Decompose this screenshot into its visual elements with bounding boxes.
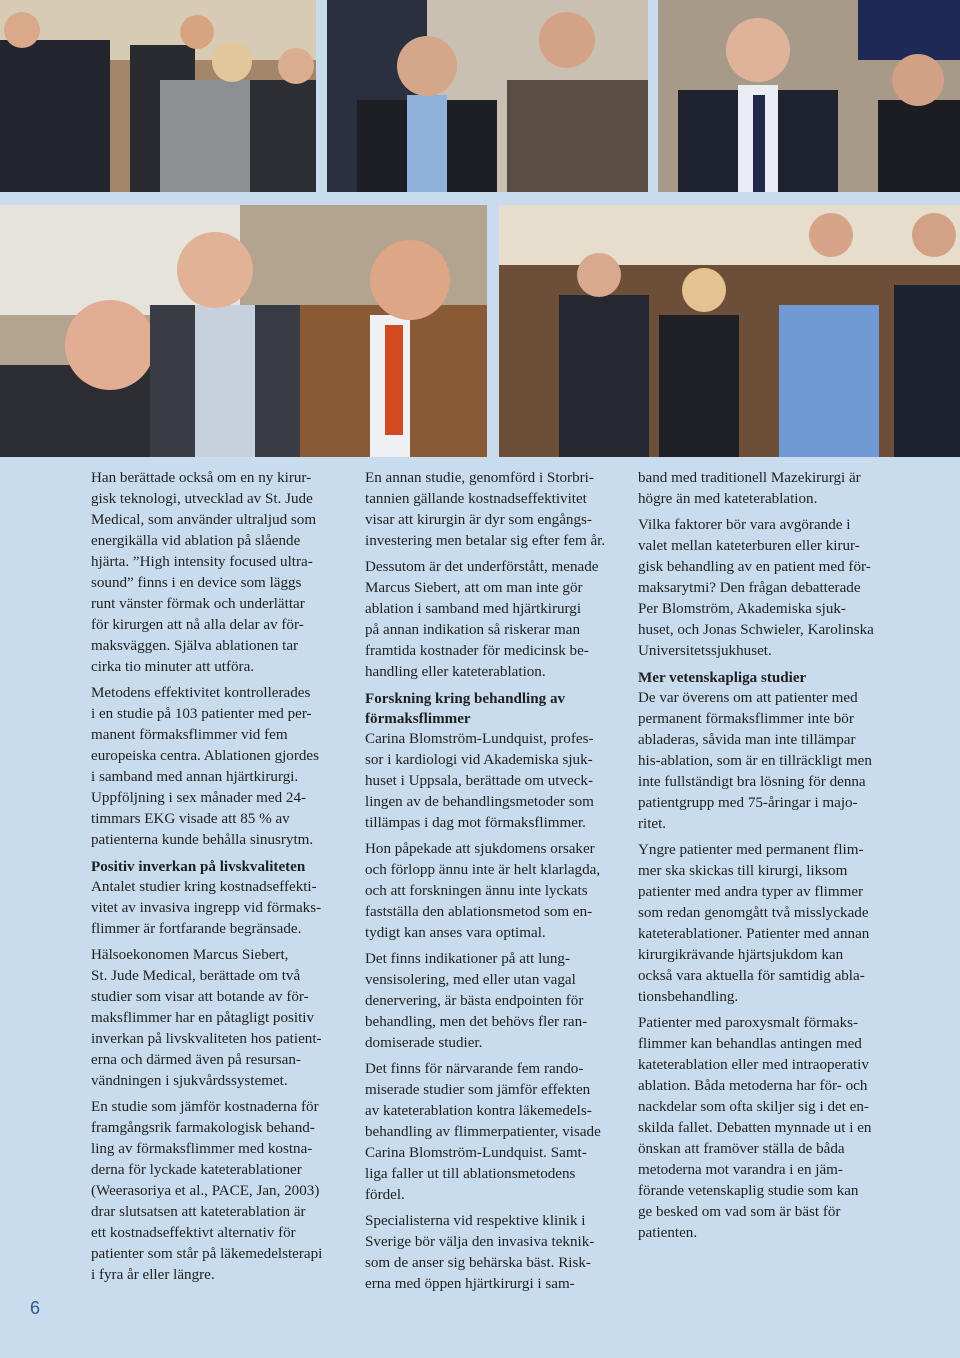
text-line: De var överens om att patienter med (638, 690, 858, 706)
text-line: Vilka faktorer bör vara avgörande i (638, 517, 851, 533)
text-line: Han berättade också om en ny kirur- (91, 470, 312, 486)
photo-three-men-seated (0, 205, 487, 457)
paragraph (91, 683, 341, 851)
paragraph (365, 949, 620, 1054)
text-line: inte fullständigt bra lösning för denna (638, 774, 866, 790)
text-line: gisk behandling av en patient med för- (638, 559, 871, 575)
text-line: och förlopp ännu inte är helt klarlagda, (365, 862, 601, 878)
text-line: manent förmaksflimmer vid fem (91, 727, 288, 743)
text-line: ablation i samband med hjärtkirurgi (365, 601, 582, 617)
paragraph (365, 557, 620, 683)
text-line: i en studie på 103 patienter med per- (91, 706, 312, 722)
paragraph (638, 688, 893, 835)
text-line: Det finns indikationer på att lung- (365, 951, 570, 967)
text-line: denervering, är bästa endpointen för (365, 993, 584, 1009)
text-line: erna med öppen hjärtkirurgi i sam- (365, 1276, 575, 1292)
text-line: band med traditionell Mazekirurgi är (638, 470, 861, 486)
text-line: huset, och Jonas Schwieler, Karolinska (638, 622, 874, 638)
text-line: vensisolering, med eller utan vagal (365, 972, 576, 988)
text-line: abladeras, såvida man inte tillämpar (638, 732, 856, 748)
text-column-2 (365, 468, 620, 1300)
paragraph (365, 729, 620, 834)
text-line: mer ska skickas till kirurgi, liksom (638, 863, 848, 879)
text-line: som redan genomgått två misslyckade (638, 905, 869, 921)
text-line: miserade studier som jämför effekten (365, 1082, 591, 1098)
text-column-3 (638, 468, 893, 1249)
text-line: vitet av invasiva ingrepp vid förmaks- (91, 900, 322, 916)
paragraph (91, 877, 341, 940)
text-line: investering men betalar sig efter fem år. (365, 533, 606, 549)
text-line: europeiska centra. Ablationen gjordes (91, 748, 320, 764)
paragraph (638, 515, 893, 662)
text-line: gisk teknologi, utvecklad av St. Jude (91, 491, 313, 507)
paragraph (638, 468, 893, 510)
text-line: som de anser sig behärska bäst. Risk- (365, 1255, 591, 1271)
text-line: Det finns för närvarande fem rando- (365, 1061, 584, 1077)
text-line: tillämpas i dag mot förmaksflimmer. (365, 815, 586, 831)
text-line: i samband med annan hjärtkirurgi. (91, 769, 299, 785)
text-line: behandling, men det behövs fler ran- (365, 1014, 588, 1030)
text-line: flimmer kan behandlas antingen med (638, 1036, 862, 1052)
paragraph (365, 1059, 620, 1206)
photo-group-coffee-mingle (0, 0, 316, 192)
text-line: av kateterablation kontra läkemedels- (365, 1103, 592, 1119)
text-line: Forskning kring behandling av (365, 691, 566, 707)
text-line: Specialisterna vid respektive klinik i (365, 1213, 586, 1229)
photo-man-in-tie-talking (658, 0, 960, 192)
page-number: 6 (30, 1298, 41, 1318)
text-line: ritet. (638, 816, 667, 832)
text-line: maksväggen. Själva ablationen tar (91, 638, 299, 654)
text-line: Positiv inverkan på livskvaliteten (91, 859, 306, 875)
text-line: fördel. (365, 1187, 405, 1203)
text-line: Medical, som använder ultraljud som (91, 512, 317, 528)
text-line: förmaksflimmer (365, 711, 471, 727)
section-heading (638, 668, 893, 688)
text-line: kirurgikrävande hjärtsjukdom kan (638, 947, 844, 963)
text-line: framgångsrik farmakologisk behand- (91, 1120, 315, 1136)
paragraph (91, 945, 341, 1092)
text-line: för kirurgen att nå alla delar av för- (91, 617, 304, 633)
section-heading (365, 689, 620, 729)
paragraph (365, 1211, 620, 1295)
text-line: tydigt kan anses vara optimal. (365, 925, 546, 941)
text-line: lingen av de behandlingsmetoder som (365, 794, 594, 810)
text-line: i fyra år eller längre. (91, 1267, 215, 1283)
text-line: runt vänster förmak och underlättar (91, 596, 305, 612)
text-line: tannien gällande kostnadseffektivitet (365, 491, 587, 507)
paragraph (91, 1097, 341, 1286)
text-line: och att forskningen ännu inte lyckats (365, 883, 588, 899)
text-line: skilda fallet. Debatten mynnade ut i en (638, 1120, 872, 1136)
text-line: hjärta. ”High intensity focused ultra- (91, 554, 313, 570)
text-line: Patienter med paroxysmalt förmaks- (638, 1015, 859, 1031)
text-line: Sverige bör välja den invasiva teknik- (365, 1234, 595, 1250)
text-line: ett kostnadseffektivt alternativ för (91, 1225, 296, 1241)
text-line: Antalet studier kring kostnadseffekti- (91, 879, 317, 895)
text-line: maksflimmer har en påtagligt positiv (91, 1010, 315, 1026)
text-line: Carina Blomström-Lundquist, profes- (365, 731, 594, 747)
text-line: Yngre patienter med permanent flim- (638, 842, 864, 858)
text-line: Mer vetenskapliga studier (638, 670, 807, 686)
text-line: patienten. (638, 1225, 698, 1241)
text-line: ablation. Båda metoderna har för- och (638, 1078, 868, 1094)
text-line: drar slutsatsen att kateterablation är (91, 1204, 306, 1220)
text-line: derna för lyckade kateterablationer (91, 1162, 302, 1178)
text-line: Uppföljning i sex månader med 24- (91, 790, 307, 806)
text-line: Marcus Siebert, att om man inte gör (365, 580, 583, 596)
paragraph (365, 839, 620, 944)
text-line: Carina Blomström-Lundquist. Samt- (365, 1145, 587, 1161)
text-line: förande vetenskaplig studie som kan (638, 1183, 859, 1199)
text-line: timmars EKG visade att 85 % av (91, 811, 290, 827)
text-line: fastställa den ablationsmetod som en- (365, 904, 593, 920)
text-line: erna och därmed även på resursan- (91, 1052, 301, 1068)
text-line: patienter med andra typer av flimmer (638, 884, 864, 900)
text-line: behandling av flimmerpatienter, visade (365, 1124, 601, 1140)
section-heading (91, 857, 341, 877)
paragraph (91, 468, 341, 678)
text-line: patienter som står på läkemedelsterapi (91, 1246, 323, 1262)
text-line: domiserade studier. (365, 1035, 483, 1051)
text-line: liga faller ut till ablationsmetodens (365, 1166, 576, 1182)
text-line: Metodens effektivitet kontrollerades (91, 685, 311, 701)
text-line: his-ablation, som är en tillräckligt men (638, 753, 872, 769)
text-line: flimmer är fortfarande begränsade. (91, 921, 302, 937)
text-line: permanent förmaksflimmer inte bör (638, 711, 854, 727)
text-line: framtida kostnader för medicinsk be- (365, 643, 589, 659)
text-line: visar att kirurgin är dyr som engångs- (365, 512, 592, 528)
text-line: maksarytmi? Den frågan debatterade (638, 580, 861, 596)
text-line: cirka tio minuter att utföra. (91, 659, 255, 675)
text-line: patienterna kunde behålla sinusrytm. (91, 832, 314, 848)
text-line: studier som visar att botande av för- (91, 989, 309, 1005)
text-line: Universitetssjukhuset. (638, 643, 772, 659)
paragraph (365, 468, 620, 552)
text-line: också vara aktuella för samtidig abla- (638, 968, 865, 984)
text-line: sound” finns i en device som läggs (91, 575, 302, 591)
text-line: nackdelar som ofta skiljer sig i det en- (638, 1099, 869, 1115)
text-line: En annan studie, genomförd i Storbri- (365, 470, 594, 486)
text-line: sor i kardiologi vid Akademiska sjuk- (365, 752, 593, 768)
photo-crowd-standing (499, 205, 960, 457)
text-line: Hälsoekonomen Marcus Siebert, (91, 947, 289, 963)
paragraph (638, 1013, 893, 1244)
text-line: ge besked om vad som är bäst för (638, 1204, 841, 1220)
text-line: En studie som jämför kostnaderna för (91, 1099, 319, 1115)
paragraph (638, 840, 893, 1008)
text-line: kateterablationer. Patienter med annan (638, 926, 870, 942)
text-line: (Weerasoriya et al., PACE, Jan, 2003) (91, 1183, 320, 1199)
text-line: kateterablation eller med intraoperativ (638, 1057, 869, 1073)
text-line: på annan indikation så riskerar man (365, 622, 581, 638)
text-line: patientgrupp med 75-åringar i majo- (638, 795, 858, 811)
text-line: vändningen i sjukvårdssystemet. (91, 1073, 288, 1089)
text-line: inverkan på livskvaliteten hos patient- (91, 1031, 322, 1047)
text-line: metoderna mot varandra i en jäm- (638, 1162, 843, 1178)
text-line: valet mellan kateterburen eller kirur- (638, 538, 860, 554)
text-line: ling av förmaksflimmer med kostna- (91, 1141, 313, 1157)
photo-two-men-talking (327, 0, 648, 192)
text-line: energikälla vid ablation på slående (91, 533, 301, 549)
text-line: Per Blomström, Akademiska sjuk- (638, 601, 846, 617)
text-line: tionsbehandling. (638, 989, 739, 1005)
text-column-1 (91, 468, 341, 1291)
text-line: St. Jude Medical, berättade om två (91, 968, 301, 984)
text-line: handling eller kateterablation. (365, 664, 546, 680)
text-line: önskan att framöver ställa de båda (638, 1141, 845, 1157)
text-line: Dessutom är det underförstått, menade (365, 559, 599, 575)
text-line: huset i Uppsala, berättade om utveck- (365, 773, 594, 789)
text-line: Hon påpekade att sjukdomens orsaker (365, 841, 595, 857)
text-line: högre än med kateterablation. (638, 491, 818, 507)
